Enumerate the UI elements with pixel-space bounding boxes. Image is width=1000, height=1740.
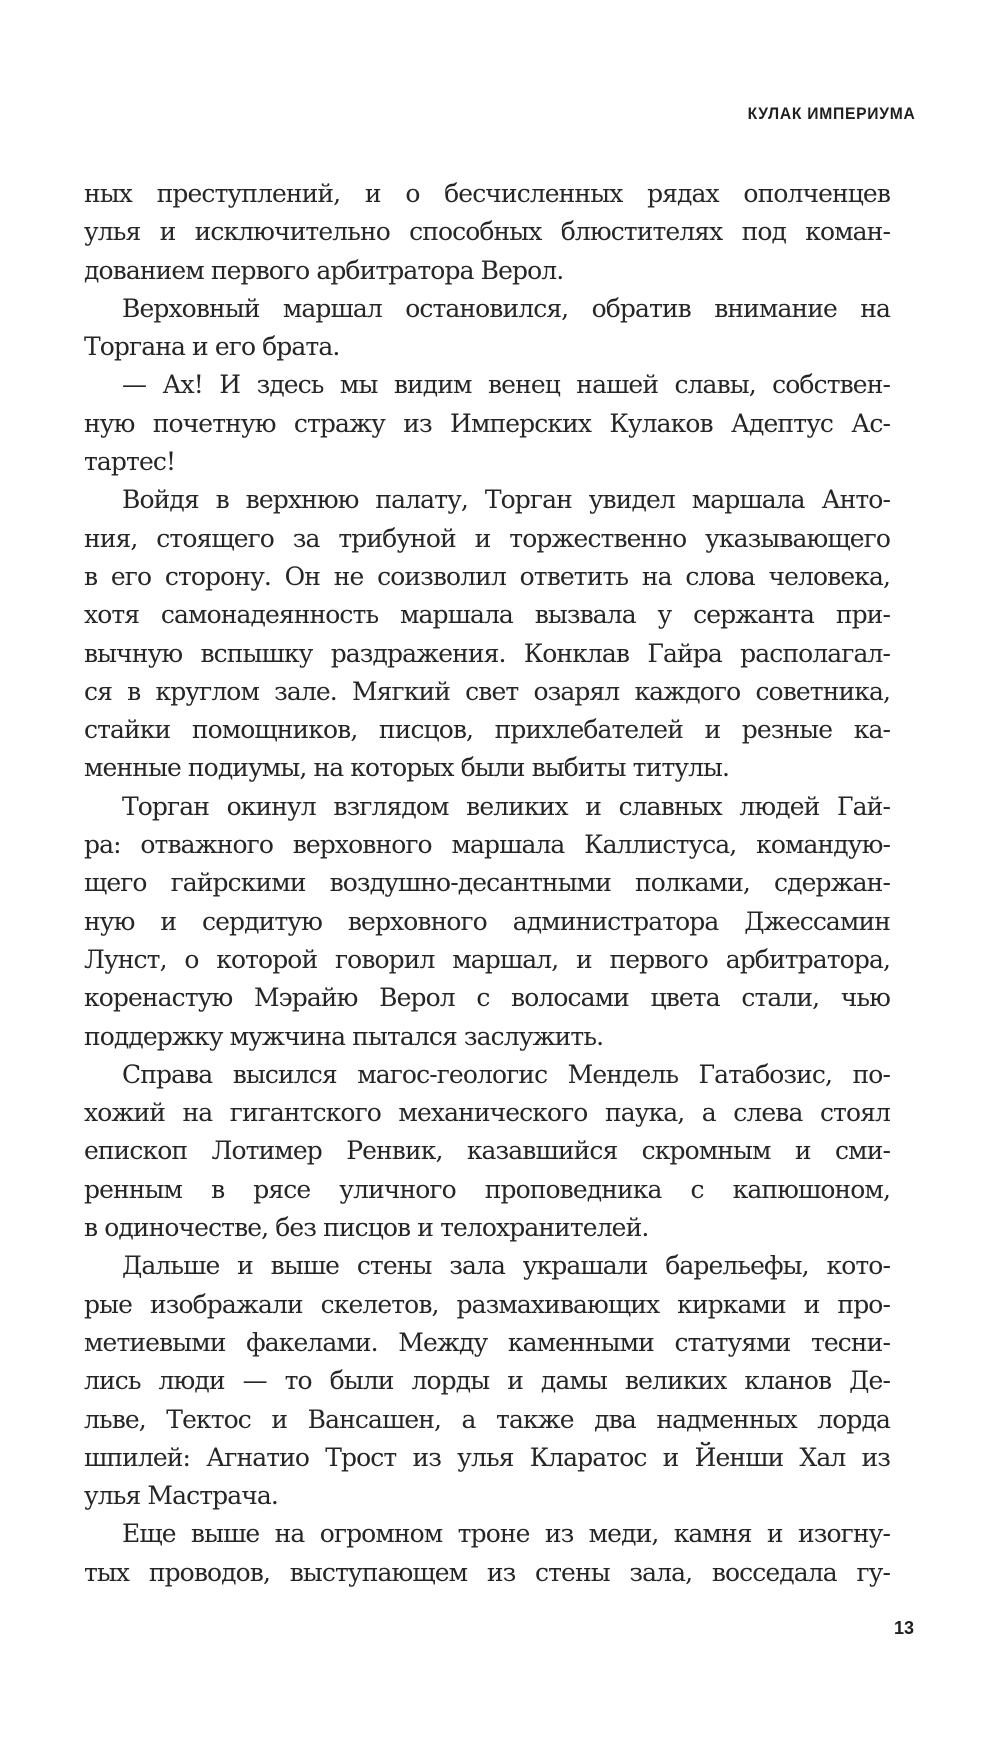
text-line: ную и сердитую верховного администратора Джессамин	[84, 906, 890, 936]
page-number: 13	[893, 1618, 914, 1638]
paragraph-start-line: Дальше и выше стены зала украшали барельефы, кото-	[122, 1251, 890, 1281]
text-line: улья и исключительно способных блюстителях под коман-	[84, 217, 890, 247]
paragraph-start-line: Войдя в верхнюю палату, Торган увидел маршала Анто-	[122, 485, 890, 515]
text-line: коренастую Мэрайю Верол с волосами цвета стали, чью	[84, 983, 890, 1013]
text-line: в его сторону. Он не соизволил ответить на слова человека,	[84, 561, 890, 591]
text-line: льве, Тектос и Вансашен, а также два надменных лорда	[84, 1404, 890, 1434]
text-line: ния, стоящего за трибуной и торжественно указывающего	[84, 523, 890, 553]
paragraph-start-line: Торган окинул взглядом великих и славных людей Гай-	[122, 791, 890, 821]
running-head-title: КУЛАК ИМПЕРИУМА	[748, 104, 916, 123]
text-line: улья Мастрача.	[84, 1481, 278, 1511]
text-line: Лунст, о которой говорил маршал, и первого арбитратора,	[84, 944, 890, 974]
paragraph-start-line: Справа высился магос-геологис Мендель Гатабозис, по-	[122, 1059, 890, 1089]
text-line: ся в круглом зале. Мягкий свет озарял каждого советника,	[84, 676, 890, 706]
text-line: хожий на гигантского механического паука, а слева стоял	[84, 1098, 890, 1128]
text-line: Торгана и его брата.	[84, 332, 340, 362]
text-line: шпилей: Агнатио Трост из улья Кларатос и Йенши Хал из	[84, 1442, 890, 1472]
text-line: ренным в рясе уличного проповедника с капюшоном,	[84, 1174, 890, 1204]
text-line: ных преступлений, и о бесчисленных рядах ополченцев	[84, 179, 890, 208]
text-line: тых проводов, выступающем из стены зала, восседала гу-	[84, 1557, 890, 1587]
body-text	[84, 175, 890, 1592]
text-line: в одиночестве, без писцов и телохранителей.	[84, 1213, 649, 1243]
text-line: хотя самонадеянность маршала вызвала у сержанта при-	[84, 600, 890, 630]
text-line: поддержку мужчина пытался заслужить.	[84, 1021, 604, 1051]
text-line: лись люди — то были лорды и дамы великих кланов Де-	[84, 1366, 890, 1396]
text-line: щего гайрскими воздушно-десантными полками, сдержан-	[84, 868, 890, 898]
text-line: дованием первого арбитратора Верол.	[84, 255, 564, 285]
paragraph-start-line: — Ах! И здесь мы видим венец нашей славы, собствен-	[122, 370, 890, 400]
text-line: ную почетную стражу из Имперских Кулаков Адептус Ас-	[84, 408, 890, 438]
text-line: ра: отважного верховного маршала Каллистуса, командую-	[84, 830, 890, 860]
text-line: менные подиумы, на которых были выбиты титулы.	[84, 753, 730, 783]
paragraph-start-line: Верховный маршал остановился, обратив внимание на	[122, 293, 890, 323]
text-line: метиевыми факелами. Между каменными статуями тесни-	[84, 1327, 890, 1357]
text-line: стайки помощников, писцов, прихлебателей и резные ка-	[84, 715, 890, 745]
paragraph-start-line: Еще выше на огромном троне из меди, камня и изогну-	[122, 1519, 890, 1549]
text-line: рые изображали скелетов, размахивающих кирками и про-	[84, 1289, 890, 1319]
text-line: вычную вспышку раздражения. Конклав Гайра располагал-	[84, 638, 890, 668]
text-line: епископ Лотимер Ренвик, казавшийся скромным и сми-	[84, 1136, 890, 1166]
text-line: тартес!	[84, 447, 176, 477]
